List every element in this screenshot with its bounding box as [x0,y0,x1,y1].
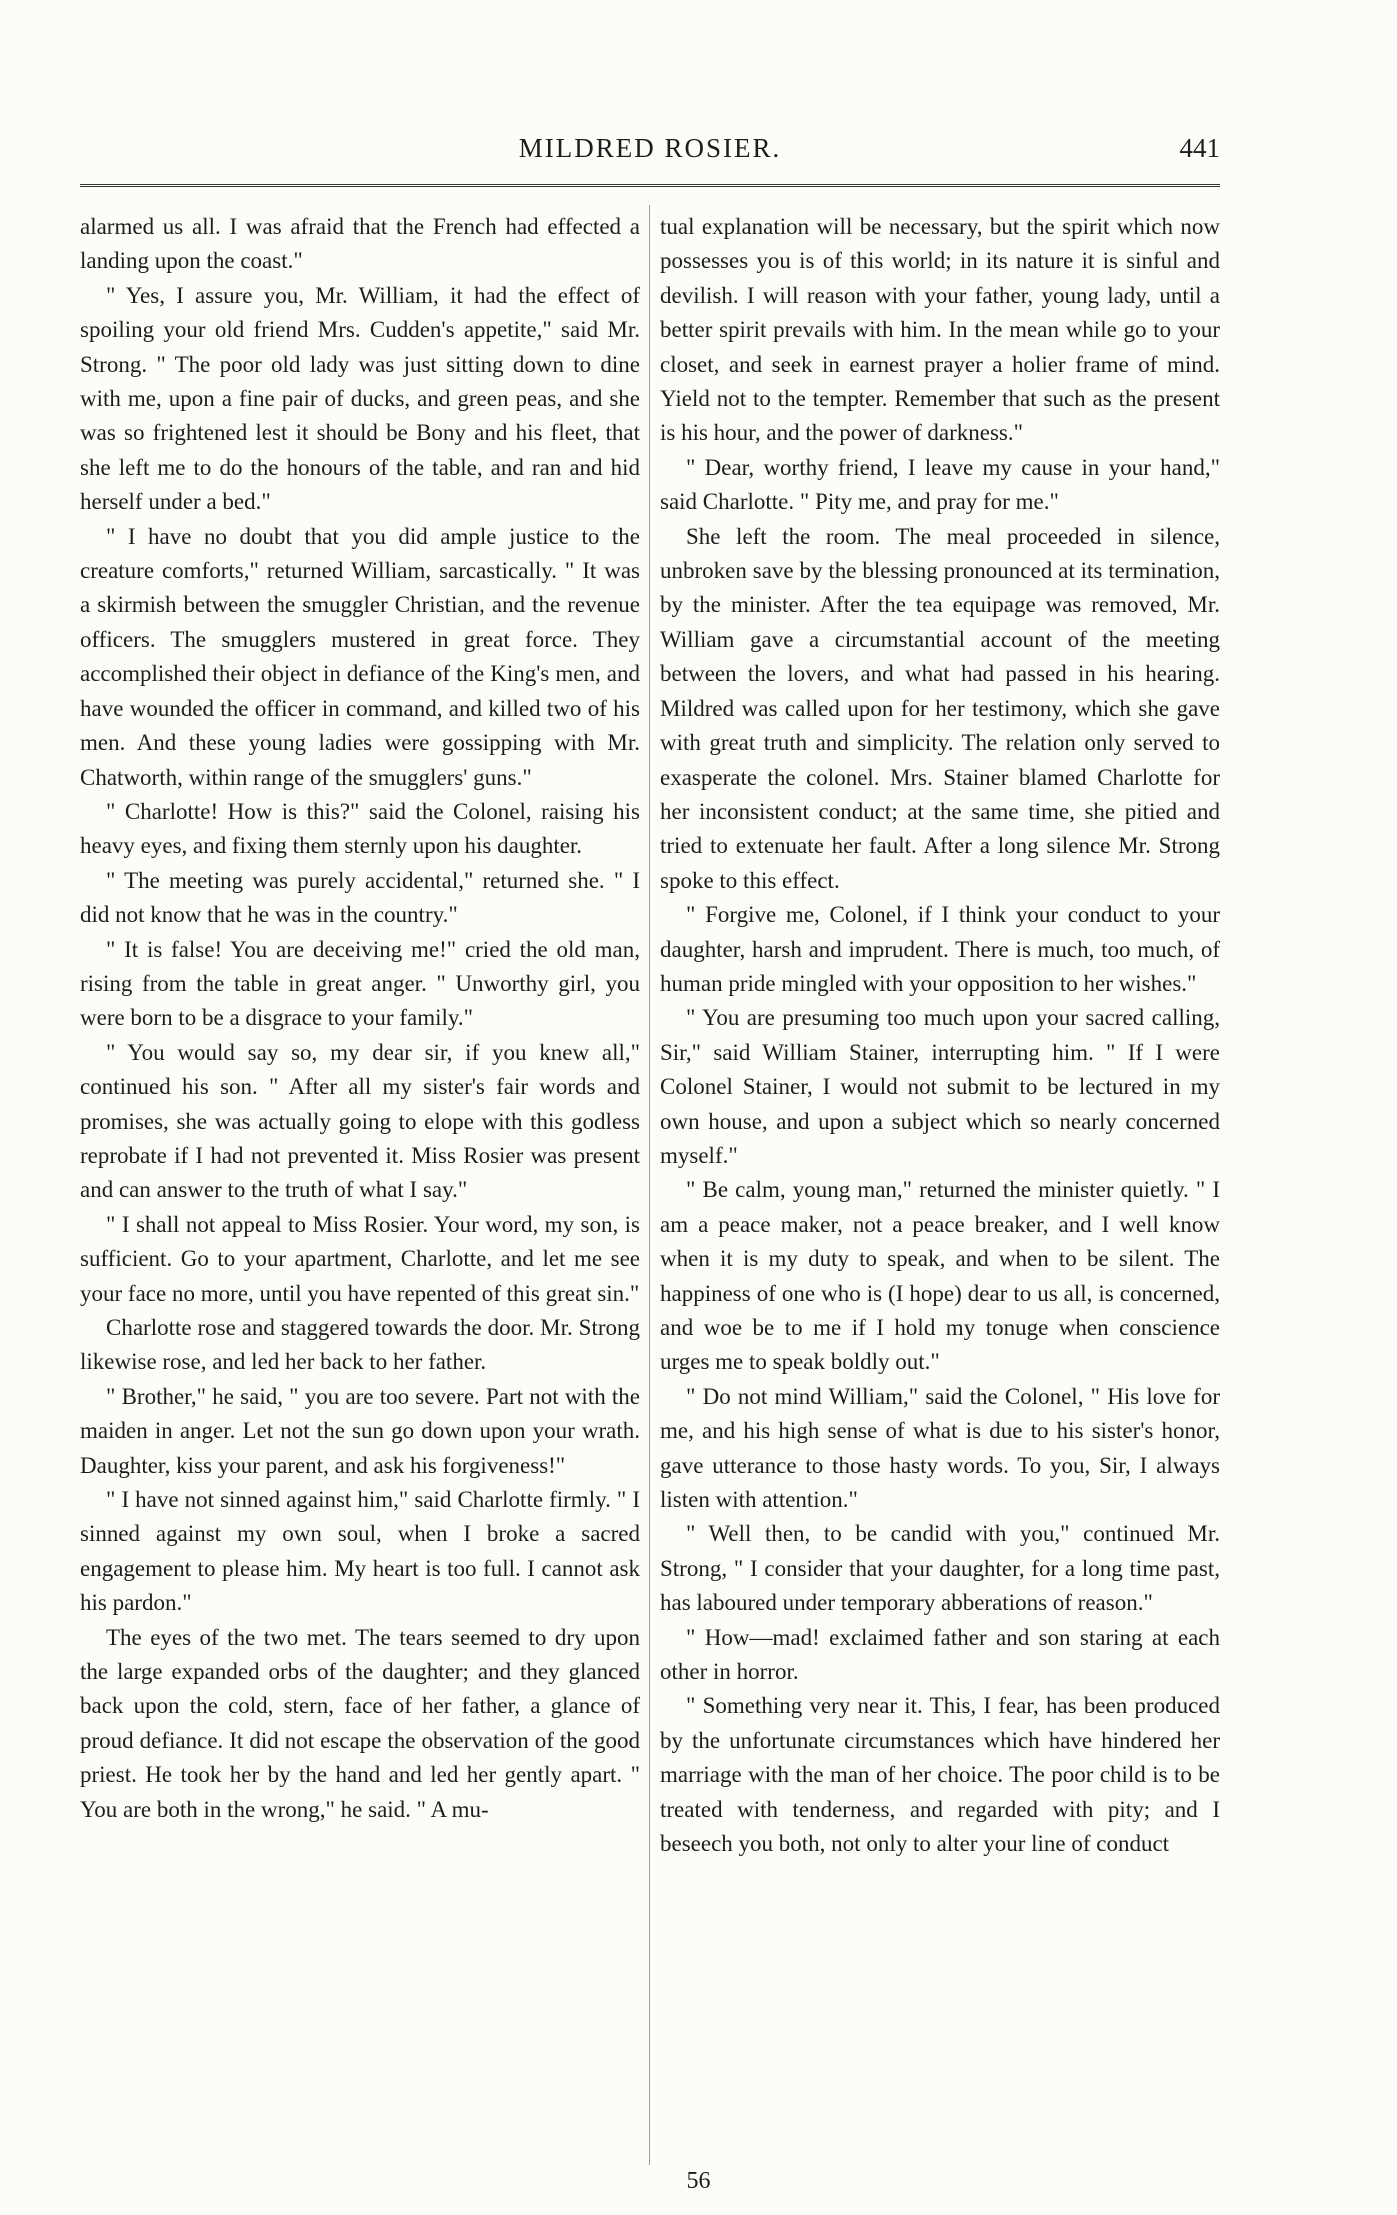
paragraph: " Well then, to be candid with you," continued Mr. Strong, " I consider that your daughter, for a long time past, has laboured under temporary abberations of reason." [660,1521,1220,1616]
paragraph: " You would say so, my dear sir, if you knew all," continued his son. " After all my sister's fair words and promises, she was actually going to elope with this godless reprobate if I had not prevented it. Miss Rosier was present and can answer to the truth of what I say." [80,1039,640,1203]
running-head [80,128,1220,168]
paragraph: " I shall not appeal to Miss Rosier. Your word, my son, is sufficient. Go to your apartment, Charlotte, and let me see your face no more, until you have repented of this great sin." [80,1211,640,1306]
paragraph: tual explanation will be necessary, but the spirit which now possesses you is of this world; in its nature it is sinful and devilish. I will reason with your father, young lady, until a better spirit prevails with him. In the mean while go to your closet, and seek in earnest prayer a holier frame of mind. Yield not to the tempter. Remember that such as the present is his hour, and the power of darkness." [660,214,1220,446]
paragraph: " Something very near it. This, I fear, has been produced by the unfortunate circumstances which have hindered her marriage with the man of her choice. The poor child is to be treated with tenderness, and regarded with pity; and I beseech you both, not only to alter your line of conduct [660,1693,1220,1857]
paragraph: " The meeting was purely accidental," returned she. " I did not know that he was in the country." [80,867,640,928]
paragraph: " I have no doubt that you did ample justice to the creature comforts," returned William, sarcastically. " It was a skirmish between the smuggler Christian, and the revenue officers. The smugglers mustered in great force. They accomplished their object in defiance of the King's men, and have wounded the officer in command, and killed two of his men. And these young ladies were gossipping with Mr. Chatworth, within range of the smugglers' guns." [80,523,640,790]
left-column [80,210,640,1827]
paragraph: " Forgive me, Colonel, if I think your conduct to your daughter, harsh and imprudent. There is much, too much, of human pride mingled with your opposition to her wishes." [660,902,1220,996]
paragraph: " Brother," he said, " you are too severe. Part not with the maiden in anger. Let not the sun go down upon your wrath. Daughter, kiss your parent, and ask his forgiveness!" [80,1383,640,1478]
paragraph: " How—mad! exclaimed father and son staring at each other in horror. [660,1624,1220,1685]
paragraph: " I have not sinned against him," said Charlotte firmly. " I sinned against my own soul, when I broke a sacred engagement to please him. My heart is too full. I cannot ask his pardon." [80,1487,640,1616]
paragraph: " Charlotte! How is this?" said the Colonel, raising his heavy eyes, and fixing them sternly upon his daughter. [80,798,640,859]
page-number: 441 [1179,133,1220,163]
paragraph: alarmed us all. I was afraid that the French had effected a landing upon the coast." [80,214,640,274]
column-divider [649,205,650,2165]
paragraph: " You are presuming too much upon your sacred calling, Sir," said William Stainer, interrupting him. " If I were Colonel Stainer, I would not submit to be lectured in my own house, and upon a subject which so nearly concerned myself." [660,1005,1220,1168]
paragraph: " Do not mind William," said the Colonel, " His love for me, and his high sense of what is due to his sister's honor, gave utterance to those hasty words. To you, Sir, I always listen with attention." [660,1383,1220,1513]
paragraph: " It is false! You are deceiving me!" cried the old man, rising from the table in great anger. " Unworthy girl, you were born to be a disgrace to your family." [80,936,640,1031]
paragraph: " Dear, worthy friend, I leave my cause in your hand," said Charlotte. " Pity me, and pray for me." [660,454,1220,515]
paragraph: She left the room. The meal proceeded in silence, unbroken save by the blessing pronounced at its termination, by the minister. After the tea equipage was removed, Mr. William gave a circumstantial account of the meeting between the lovers, and what had passed in his hearing. Mildred was called upon for her testimony, which she gave with great truth and simplicity. The relation only served to exasperate the colonel. Mrs. Stainer blamed Charlotte for her inconsistent conduct; at the same time, she pitied and tried to extenuate her fault. After a long silence Mr. Strong spoke to this effect. [660,523,1220,893]
paragraph: The eyes of the two met. The tears seemed to dry upon the large expanded orbs of the daughter; and they glanced back upon the cold, stern, face of her father, a glance of proud defiance. It did not escape the observation of the good priest. He took her by the hand and led her gently apart. " You are both in the wrong," he said. " A mu- [80,1624,640,1822]
paragraph: " Be calm, young man," returned the minister quietly. " I am a peace maker, not a peace breaker, and I well know when it is my duty to speak, and when to be silent. The happiness of one who is (I hope) dear to us all, is concerned, and woe be to me if I hold my tonuge when conscience urges me to speak boldly out." [660,1177,1220,1375]
right-column [660,210,1220,1862]
paragraph: " Yes, I assure you, Mr. William, it had the effect of spoiling your old friend Mrs. Cudden's appetite," said Mr. Strong. " The poor old lady was just sitting down to dine with me, upon a fine pair of ducks, and green peas, and she was so frightened lest it should be Bony and his fleet, that she left me to do the honours of the table, and ran and hid herself under a bed." [80,282,640,515]
running-title: MILDRED ROSIER. [518,133,782,163]
header-rule [80,184,1220,187]
paragraph: Charlotte rose and staggered towards the door. Mr. Strong likewise rose, and led her back to her father. [80,1315,640,1375]
signature-mark: 56 [686,2168,711,2194]
